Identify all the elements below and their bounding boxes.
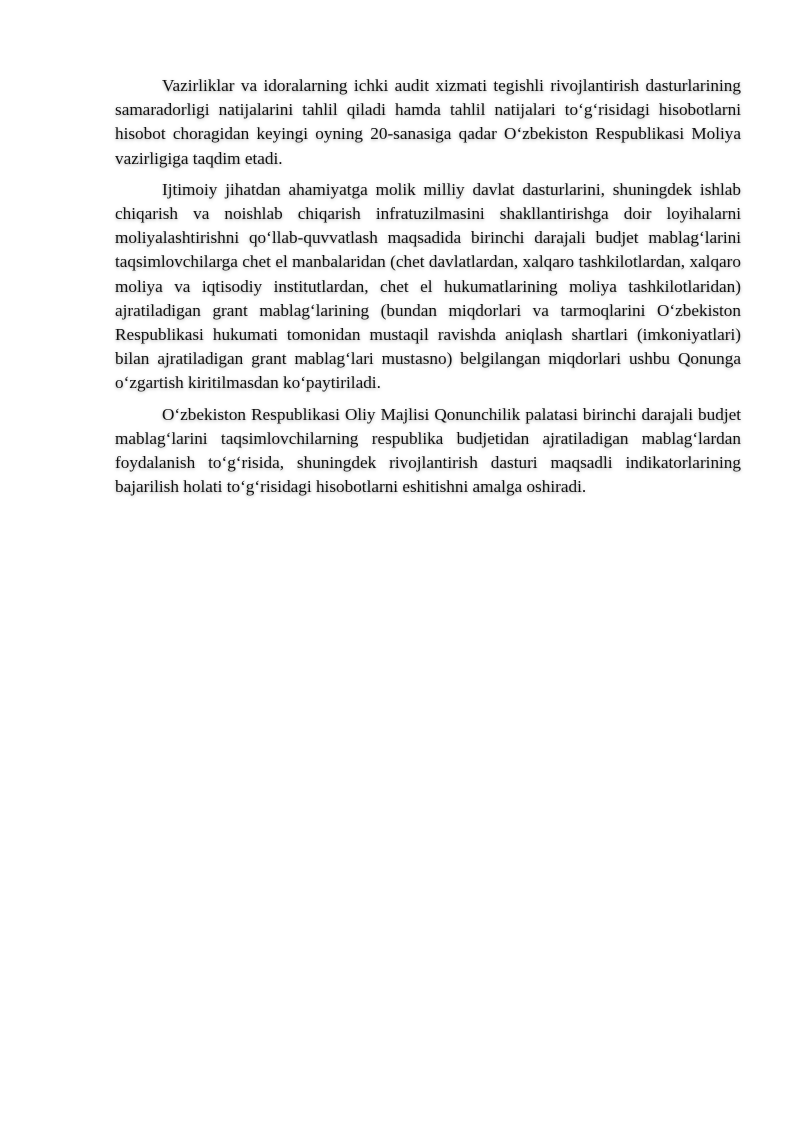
paragraph-legislative-chamber: O‘zbekiston Respublikasi Oliy Majlisi Qonunchilik palatasi birinchi darajali budjet mablag‘larini taqsimlovchilarning respublika budjetidan ajratiladigan mablag‘lardan foydalanish to‘g‘risida, shuningdek rivojlantirish dasturi maqsadli indikatorlarining bajarilish holati to‘g‘risidagi hisobotlarni eshitishni amalga oshiradi. (115, 404, 741, 497)
paragraph-grant-funds: Ijtimoiy jihatdan ahamiyatga molik milliy davlat dasturlarini, shuningdek ishlab chiqarish va noishlab chiqarish infratuzilmasini shakllantirishga doir loyihalarni moliyalashtirishni qo‘llab-quvvatlash maqsadida birinchi darajali budjet mablag‘larini taqsimlovchilarga chet el manbalaridan (chet davlatlardan, xalqaro tashkilotlardan, xalqaro moliya va iqtisodiy institutlardan, chet el hukumatlarining moliya tashkilotlaridan) ajratiladigan grant mablag‘larining (bundan miqdorlari va tarmoqlarini O‘zbekiston Respublikasi hukumati tomonidan mustaqil ravishda aniqlash shartlari (imkoniyatlari) bilan ajratiladigan grant mablag‘lari mustasno) belgilangan miqdorlari ushbu Qonunga o‘zgartish kiritilmasdan ko‘paytiriladi. (115, 179, 741, 393)
paragraph-audit-reports: Vazirliklar va idoralarning ichki audit xizmati tegishli rivojlantirish dasturlarining samaradorligi natijalarini tahlil qiladi hamda tahlil natijalari to‘g‘risidagi hisobotlarni hisobot choragidan keyingi oyning 20-sanasiga qadar O‘zbekiston Respublikasi Moliya vazirligiga taqdim etadi. (115, 76, 741, 168)
document-page (115, 74, 741, 506)
